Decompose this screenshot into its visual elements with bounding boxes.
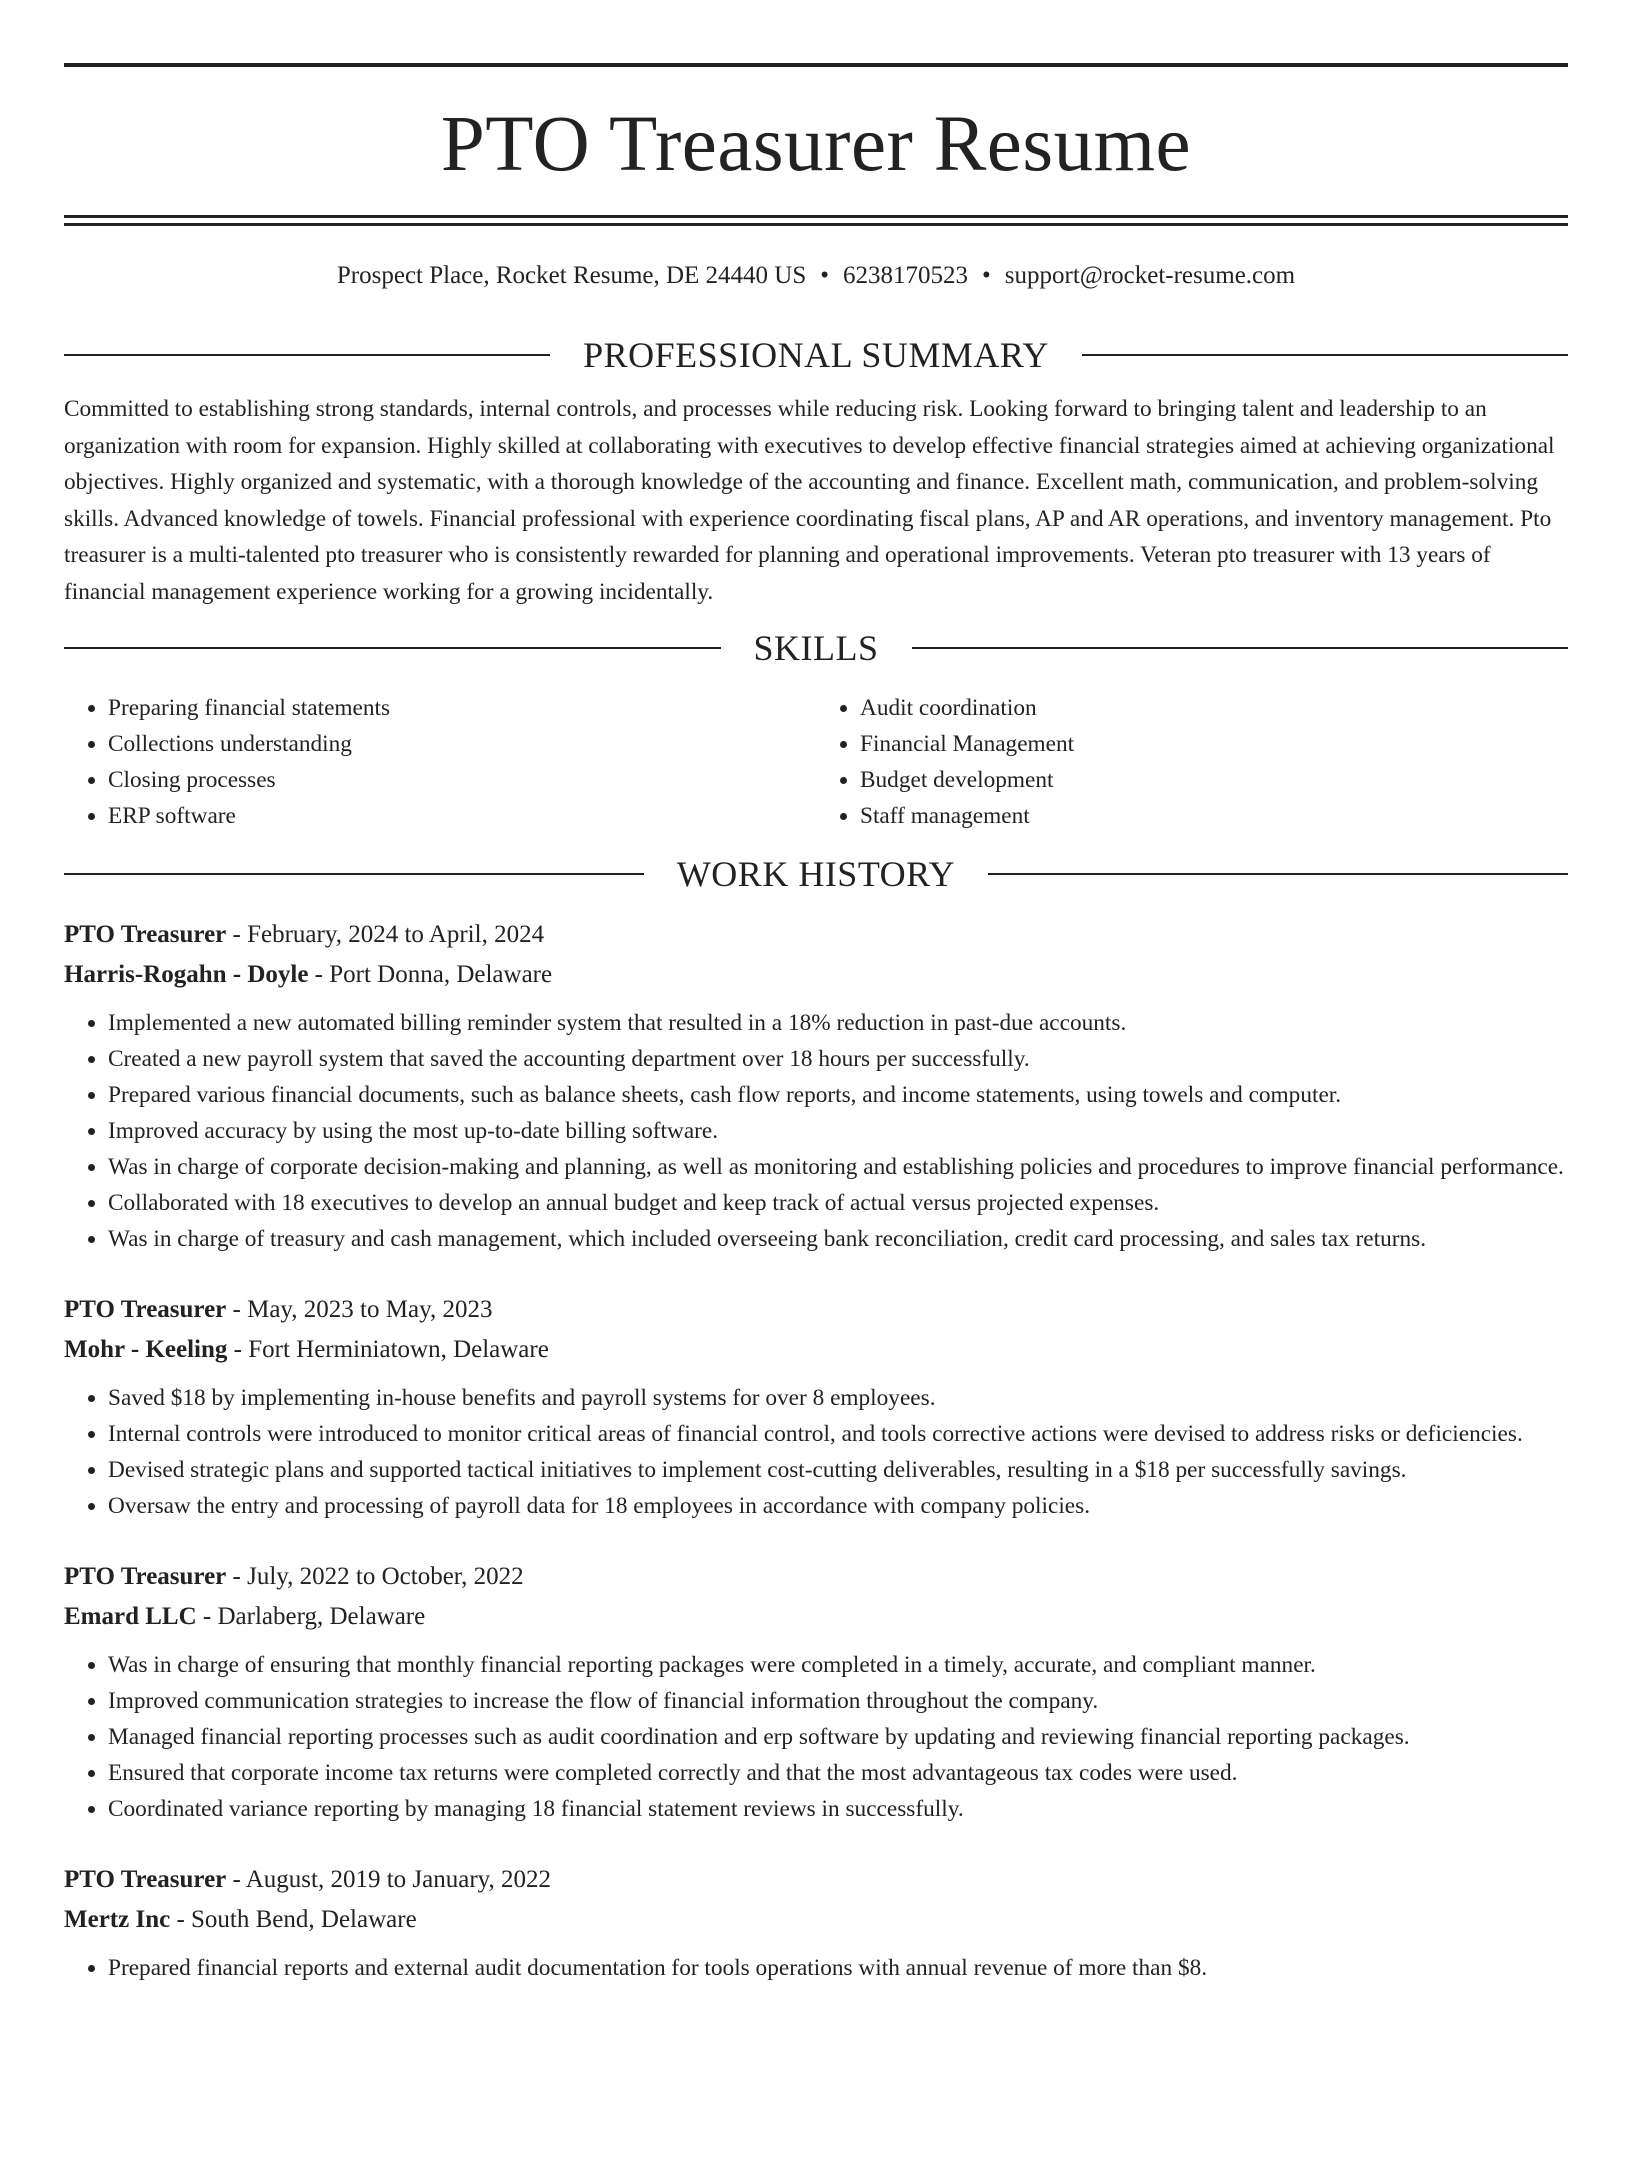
job-entry xyxy=(64,1290,1568,1524)
heading-rule xyxy=(64,873,644,875)
job-bullet: • Collaborated with 18 executives to develop an annual budget and keep track of actual versus projected expenses. xyxy=(108,1185,1568,1221)
top-rule xyxy=(64,63,1568,67)
job-title-line xyxy=(64,915,1568,955)
job-bullets xyxy=(64,1380,1568,1524)
job-location: - Fort Herminiatown, Delaware xyxy=(227,1336,549,1363)
job-entry xyxy=(64,915,1568,1257)
job-dates: - August, 2019 to January, 2022 xyxy=(226,1866,552,1893)
job-title-line xyxy=(64,1290,1568,1330)
job-bullet: • Ensured that corporate income tax returns were completed correctly and that the most advantageous tax codes were used. xyxy=(108,1755,1568,1791)
work-heading: WORK HISTORY xyxy=(676,854,956,894)
skill-item: • Collections understanding xyxy=(108,726,816,762)
contact-address: Prospect Place, Rocket Resume, DE 24440 US xyxy=(336,262,807,289)
job-title-line xyxy=(64,1860,1568,1900)
summary-heading: PROFESSIONAL SUMMARY xyxy=(583,335,1049,375)
job-entry xyxy=(64,1557,1568,1827)
job-bullet: • Prepared various financial documents, such as balance sheets, cash flow reports, and income statements, using towels and computer. xyxy=(108,1077,1568,1113)
job-location: - Darlaberg, Delaware xyxy=(196,1603,426,1630)
job-company-line xyxy=(64,1900,1568,1940)
job-bullets xyxy=(64,1647,1568,1827)
job-bullets xyxy=(64,1005,1568,1257)
professional-summary: Committed to establishing strong standards, internal controls, and processes while reducing risk. Looking forward to bringing talent and leadership to an organization with room for expansion. Highly skilled at collaborating with executives to develop effective financial strategies aimed at achieving organizational objectives. Highly organized and systematic, with a thorough knowledge of the accounting and finance. Excellent math, communication, and problem-solving skills. Advanced knowledge of towels. Financial professional with experience coordinating fiscal plans, AP and AR operations, and inventory management. Pto treasurer is a multi-talented pto treasurer who is consistently rewarded for planning and operational improvements. Veteran pto treasurer with 13 years of financial management experience working for a growing incidentally. xyxy=(64,396,1555,605)
summary-section-heading xyxy=(64,337,1568,373)
job-bullet: • Coordinated variance reporting by managing 18 financial statement reviews in successfully. xyxy=(108,1791,1568,1827)
job-company-line xyxy=(64,955,1568,995)
contact-email: support@rocket-resume.com xyxy=(1004,262,1296,289)
skills-list xyxy=(64,690,1568,834)
heading-rule xyxy=(64,647,721,649)
skill-item: • ERP software xyxy=(108,798,816,834)
heading-rule xyxy=(64,354,550,356)
skill-item: • Closing processes xyxy=(108,762,816,798)
skill-item: • Financial Management xyxy=(860,726,1568,762)
job-bullet: • Improved accuracy by using the most up-to-date billing software. xyxy=(108,1113,1568,1149)
job-company: Mertz Inc xyxy=(64,1906,171,1933)
job-title: PTO Treasurer xyxy=(64,921,227,948)
contact-separator: • xyxy=(820,262,830,289)
job-company: Mohr - Keeling xyxy=(64,1336,228,1363)
job-title: PTO Treasurer xyxy=(64,1866,227,1893)
contact-separator: • xyxy=(982,262,991,289)
job-bullet: • Was in charge of ensuring that monthly financial reporting packages were completed in a timely, accurate, and compliant manner. xyxy=(108,1647,1568,1683)
resume-page xyxy=(0,63,1632,2175)
job-location: - Port Donna, Delaware xyxy=(308,961,553,988)
skills-heading: SKILLS xyxy=(753,628,879,668)
job-bullet: • Saved $18 by implementing in-house benefits and payroll systems for over 8 employees. xyxy=(108,1380,1568,1416)
skill-item: • Budget development xyxy=(860,762,1568,798)
heading-rule xyxy=(988,873,1568,875)
skill-item: • Preparing financial statements xyxy=(108,690,816,726)
job-entry xyxy=(64,1860,1568,1986)
contact-line xyxy=(64,263,1568,288)
job-bullet: • Managed financial reporting processes such as audit coordination and erp software by updating and reviewing financial reporting packages. xyxy=(108,1719,1568,1755)
job-bullet: • Created a new payroll system that saved the accounting department over 18 hours per successfully. xyxy=(108,1041,1568,1077)
job-title: PTO Treasurer xyxy=(64,1563,227,1590)
job-bullet: • Prepared financial reports and external audit documentation for tools operations with annual revenue of more than $8. xyxy=(108,1950,1568,1986)
job-title-line xyxy=(64,1557,1568,1597)
job-company: Harris-Rogahn - Doyle xyxy=(64,961,309,988)
skill-item: • Staff management xyxy=(860,798,1568,834)
job-bullet: • Internal controls were introduced to monitor critical areas of financial control, and tools corrective actions were devised to address risks or deficiencies. xyxy=(108,1416,1568,1452)
skills-section-heading xyxy=(64,630,1568,666)
job-dates: - July, 2022 to October, 2022 xyxy=(226,1563,524,1590)
job-company-line xyxy=(64,1330,1568,1370)
work-section-heading xyxy=(64,856,1568,892)
job-company: Emard LLC xyxy=(64,1603,197,1630)
skills-column-right xyxy=(816,690,1568,834)
job-bullet: • Was in charge of corporate decision-making and planning, as well as monitoring and establishing policies and procedures to improve financial performance. xyxy=(108,1149,1568,1185)
heading-rule xyxy=(1082,354,1568,356)
job-location: - South Bend, Delaware xyxy=(170,1906,417,1933)
job-company-line xyxy=(64,1597,1568,1637)
job-dates: - February, 2024 to April, 2024 xyxy=(226,921,545,948)
work-history xyxy=(64,915,1568,1986)
job-bullet: • Oversaw the entry and processing of payroll data for 18 employees in accordance with company policies. xyxy=(108,1488,1568,1524)
job-bullet: • Improved communication strategies to increase the flow of financial information throughout the company. xyxy=(108,1683,1568,1719)
contact-phone: 6238170523 xyxy=(843,262,969,289)
job-bullet: • Was in charge of treasury and cash management, which included overseeing bank reconciliation, credit card processing, and sales tax returns. xyxy=(108,1221,1568,1257)
job-bullets xyxy=(64,1950,1568,1986)
skills-column-left xyxy=(64,690,816,834)
heading-rule xyxy=(912,647,1569,649)
skill-item: • Audit coordination xyxy=(860,690,1568,726)
job-dates: - May, 2023 to May, 2023 xyxy=(226,1296,493,1323)
job-bullet: • Devised strategic plans and supported tactical initiatives to implement cost-cutting deliverables, resulting in a $18 per successfully savings. xyxy=(108,1452,1568,1488)
resume-title: PTO Treasurer Resume xyxy=(440,101,1192,188)
job-bullet: • Implemented a new automated billing reminder system that resulted in a 18% reduction in past-due accounts. xyxy=(108,1005,1568,1041)
job-title: PTO Treasurer xyxy=(64,1296,227,1323)
title-double-rule xyxy=(64,215,1568,226)
